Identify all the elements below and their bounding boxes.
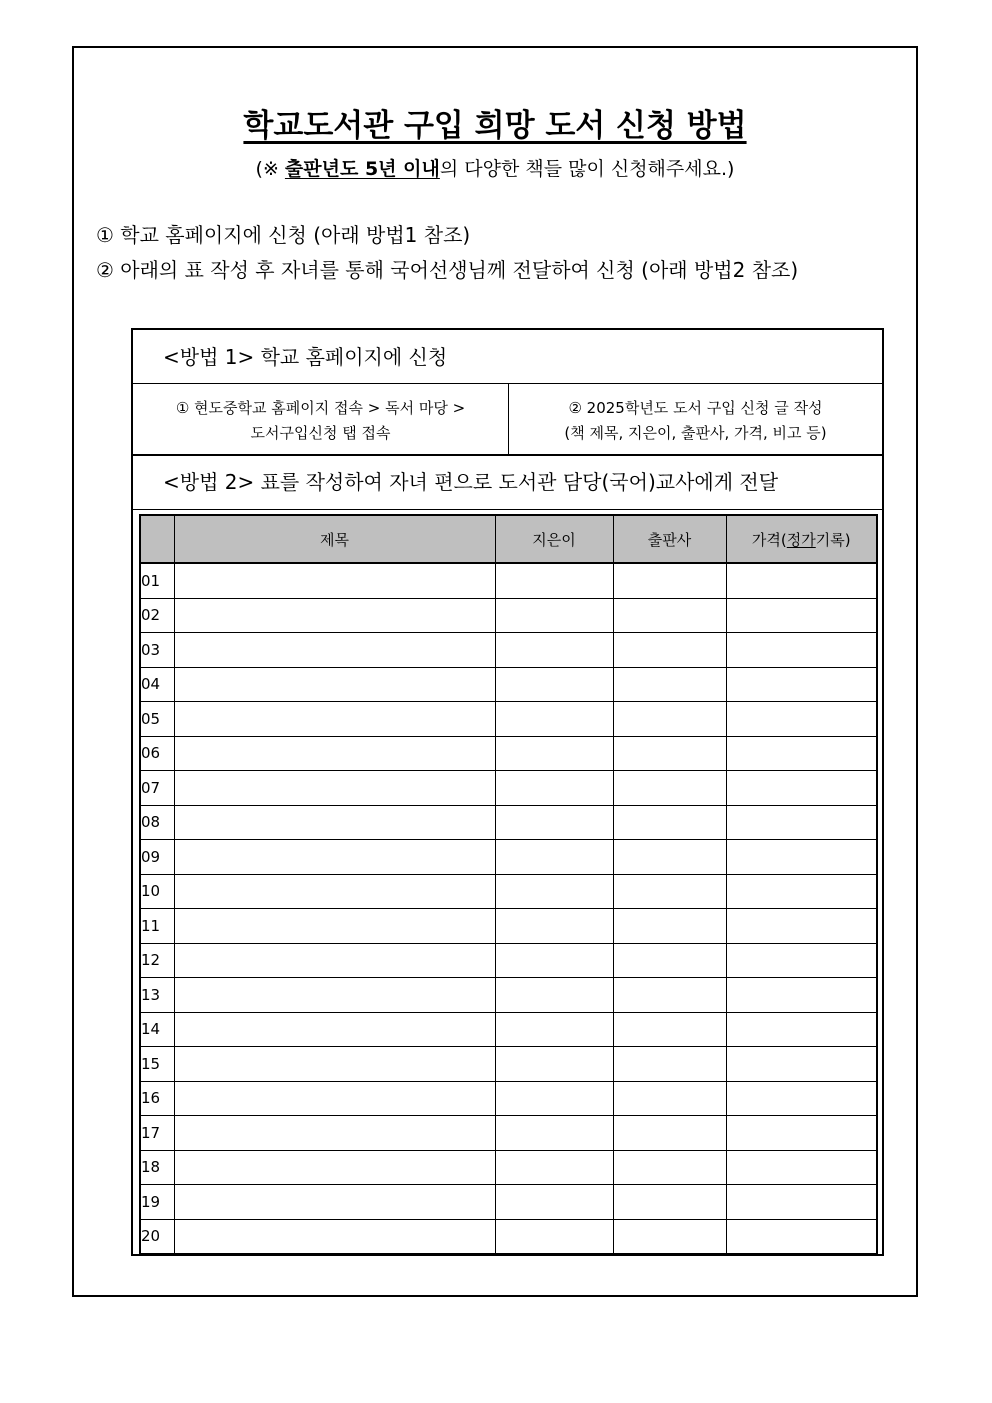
author-cell[interactable] bbox=[495, 1219, 613, 1254]
step-2: ② 아래의 표 작성 후 자녀를 통해 국어선생님께 전달하여 신청 (아래 방법2 참조) bbox=[96, 258, 799, 282]
header-title: 제목 bbox=[174, 515, 495, 563]
page-title: 학교도서관 구입 희망 도서 신청 방법 bbox=[243, 108, 747, 144]
table-row bbox=[140, 1081, 877, 1116]
row-number: 07 bbox=[140, 771, 174, 806]
price-cell[interactable] bbox=[726, 840, 877, 875]
price-cell[interactable] bbox=[726, 598, 877, 633]
title-cell[interactable] bbox=[174, 702, 495, 737]
row-number: 05 bbox=[140, 702, 174, 737]
table-row bbox=[140, 1150, 877, 1185]
title-cell[interactable] bbox=[174, 1116, 495, 1151]
title-cell[interactable] bbox=[174, 1047, 495, 1082]
book-request-table bbox=[139, 514, 878, 1255]
price-cell[interactable] bbox=[726, 1185, 877, 1220]
price-cell[interactable] bbox=[726, 1116, 877, 1151]
title-cell[interactable] bbox=[174, 1012, 495, 1047]
step-1: ① 학교 홈페이지에 신청 (아래 방법1 참조) bbox=[96, 223, 471, 247]
row-number: 02 bbox=[140, 598, 174, 633]
header-no bbox=[140, 515, 174, 563]
author-cell[interactable] bbox=[495, 771, 613, 806]
table-row bbox=[140, 598, 877, 633]
author-cell[interactable] bbox=[495, 840, 613, 875]
table-row bbox=[140, 1185, 877, 1220]
table-row bbox=[140, 840, 877, 875]
author-cell[interactable] bbox=[495, 874, 613, 909]
publisher-cell[interactable] bbox=[613, 563, 726, 598]
publisher-cell[interactable] bbox=[613, 702, 726, 737]
row-number: 14 bbox=[140, 1012, 174, 1047]
table-header-row bbox=[140, 515, 877, 563]
publisher-cell[interactable] bbox=[613, 943, 726, 978]
author-cell[interactable] bbox=[495, 702, 613, 737]
table-row bbox=[140, 1116, 877, 1151]
title-cell[interactable] bbox=[174, 978, 495, 1013]
row-number: 13 bbox=[140, 978, 174, 1013]
publisher-cell[interactable] bbox=[613, 633, 726, 668]
method-box bbox=[131, 328, 884, 1256]
publisher-cell[interactable] bbox=[613, 1116, 726, 1151]
price-cell[interactable] bbox=[726, 874, 877, 909]
author-cell[interactable] bbox=[495, 1116, 613, 1151]
price-cell[interactable] bbox=[726, 1150, 877, 1185]
header-price: 가격(정가기록) bbox=[726, 515, 877, 563]
publisher-cell[interactable] bbox=[613, 598, 726, 633]
publisher-cell[interactable] bbox=[613, 667, 726, 702]
method1-right-cell: ② 2025학년도 도서 구입 신청 글 작성 (책 제목, 지은이, 출판사, 가격, 비고 등) bbox=[564, 399, 827, 442]
table-row bbox=[140, 702, 877, 737]
price-cell[interactable] bbox=[726, 667, 877, 702]
row-number: 06 bbox=[140, 736, 174, 771]
author-cell[interactable] bbox=[495, 736, 613, 771]
method1-heading: <방법 1> 학교 홈페이지에 신청 bbox=[133, 330, 882, 384]
publisher-cell[interactable] bbox=[613, 805, 726, 840]
row-number: 08 bbox=[140, 805, 174, 840]
price-cell[interactable] bbox=[726, 1081, 877, 1116]
publisher-cell[interactable] bbox=[613, 874, 726, 909]
author-cell[interactable] bbox=[495, 978, 613, 1013]
title-cell[interactable] bbox=[174, 840, 495, 875]
document-frame bbox=[72, 46, 918, 1297]
title-cell[interactable] bbox=[174, 563, 495, 598]
author-cell[interactable] bbox=[495, 1047, 613, 1082]
table-row bbox=[140, 1047, 877, 1082]
title-cell[interactable] bbox=[174, 1081, 495, 1116]
table-row bbox=[140, 1012, 877, 1047]
table-row bbox=[140, 1219, 877, 1254]
row-number: 18 bbox=[140, 1150, 174, 1185]
method1-detail-row bbox=[133, 384, 882, 456]
step-list bbox=[96, 218, 798, 288]
table-row bbox=[140, 563, 877, 598]
row-number: 03 bbox=[140, 633, 174, 668]
row-number: 09 bbox=[140, 840, 174, 875]
publisher-cell[interactable] bbox=[613, 771, 726, 806]
author-cell[interactable] bbox=[495, 1012, 613, 1047]
price-cell[interactable] bbox=[726, 805, 877, 840]
publisher-cell[interactable] bbox=[613, 1185, 726, 1220]
price-cell[interactable] bbox=[726, 1047, 877, 1082]
row-number: 11 bbox=[140, 909, 174, 944]
table-row bbox=[140, 909, 877, 944]
row-number: 20 bbox=[140, 1219, 174, 1254]
title-cell[interactable] bbox=[174, 909, 495, 944]
price-cell[interactable] bbox=[726, 736, 877, 771]
price-cell[interactable] bbox=[726, 1219, 877, 1254]
header-author: 지은이 bbox=[495, 515, 613, 563]
publisher-cell[interactable] bbox=[613, 978, 726, 1013]
price-cell[interactable] bbox=[726, 702, 877, 737]
author-cell[interactable] bbox=[495, 1150, 613, 1185]
author-cell[interactable] bbox=[495, 909, 613, 944]
title-cell[interactable] bbox=[174, 1219, 495, 1254]
price-cell[interactable] bbox=[726, 633, 877, 668]
row-number: 12 bbox=[140, 943, 174, 978]
row-number: 16 bbox=[140, 1081, 174, 1116]
table-row bbox=[140, 978, 877, 1013]
subtitle: (※ 출판년도 5년 이내의 다양한 책들 많이 신청해주세요.) bbox=[255, 158, 735, 180]
author-cell[interactable] bbox=[495, 563, 613, 598]
header-publisher: 출판사 bbox=[613, 515, 726, 563]
subtitle-emphasis: 출판년도 5년 이내 bbox=[284, 158, 440, 180]
author-cell[interactable] bbox=[495, 633, 613, 668]
row-number: 15 bbox=[140, 1047, 174, 1082]
title-cell[interactable] bbox=[174, 943, 495, 978]
title-cell[interactable] bbox=[174, 1150, 495, 1185]
price-cell[interactable] bbox=[726, 978, 877, 1013]
table-row bbox=[140, 943, 877, 978]
author-cell[interactable] bbox=[495, 598, 613, 633]
title-cell[interactable] bbox=[174, 667, 495, 702]
price-cell[interactable] bbox=[726, 909, 877, 944]
author-cell[interactable] bbox=[495, 943, 613, 978]
row-number: 10 bbox=[140, 874, 174, 909]
author-cell[interactable] bbox=[495, 805, 613, 840]
table-row bbox=[140, 805, 877, 840]
price-cell[interactable] bbox=[726, 771, 877, 806]
row-number: 19 bbox=[140, 1185, 174, 1220]
table-row bbox=[140, 771, 877, 806]
price-cell[interactable] bbox=[726, 1012, 877, 1047]
table-row bbox=[140, 667, 877, 702]
title-cell[interactable] bbox=[174, 874, 495, 909]
price-cell[interactable] bbox=[726, 563, 877, 598]
title-cell[interactable] bbox=[174, 805, 495, 840]
title-cell[interactable] bbox=[174, 736, 495, 771]
publisher-cell[interactable] bbox=[613, 840, 726, 875]
publisher-cell[interactable] bbox=[613, 1081, 726, 1116]
title-cell[interactable] bbox=[174, 1185, 495, 1220]
price-cell[interactable] bbox=[726, 943, 877, 978]
table-row bbox=[140, 633, 877, 668]
author-cell[interactable] bbox=[495, 1081, 613, 1116]
method2-heading: <방법 2> 표를 작성하여 자녀 편으로 도서관 담당(국어)교사에게 전달 bbox=[133, 456, 882, 510]
publisher-cell[interactable] bbox=[613, 1047, 726, 1082]
table-row bbox=[140, 874, 877, 909]
author-cell[interactable] bbox=[495, 1185, 613, 1220]
title-cell[interactable] bbox=[174, 771, 495, 806]
publisher-cell[interactable] bbox=[613, 909, 726, 944]
title-cell[interactable] bbox=[174, 598, 495, 633]
table-row bbox=[140, 736, 877, 771]
method1-left-cell: ① 현도중학교 홈페이지 접속 > 독서 마당 > 도서구입신청 탭 접속 bbox=[133, 384, 509, 454]
publisher-cell[interactable] bbox=[613, 1150, 726, 1185]
title-cell[interactable] bbox=[174, 633, 495, 668]
publisher-cell[interactable] bbox=[613, 1012, 726, 1047]
publisher-cell[interactable] bbox=[613, 1219, 726, 1254]
publisher-cell[interactable] bbox=[613, 736, 726, 771]
row-number: 04 bbox=[140, 667, 174, 702]
row-number: 17 bbox=[140, 1116, 174, 1151]
row-number: 01 bbox=[140, 563, 174, 598]
author-cell[interactable] bbox=[495, 667, 613, 702]
